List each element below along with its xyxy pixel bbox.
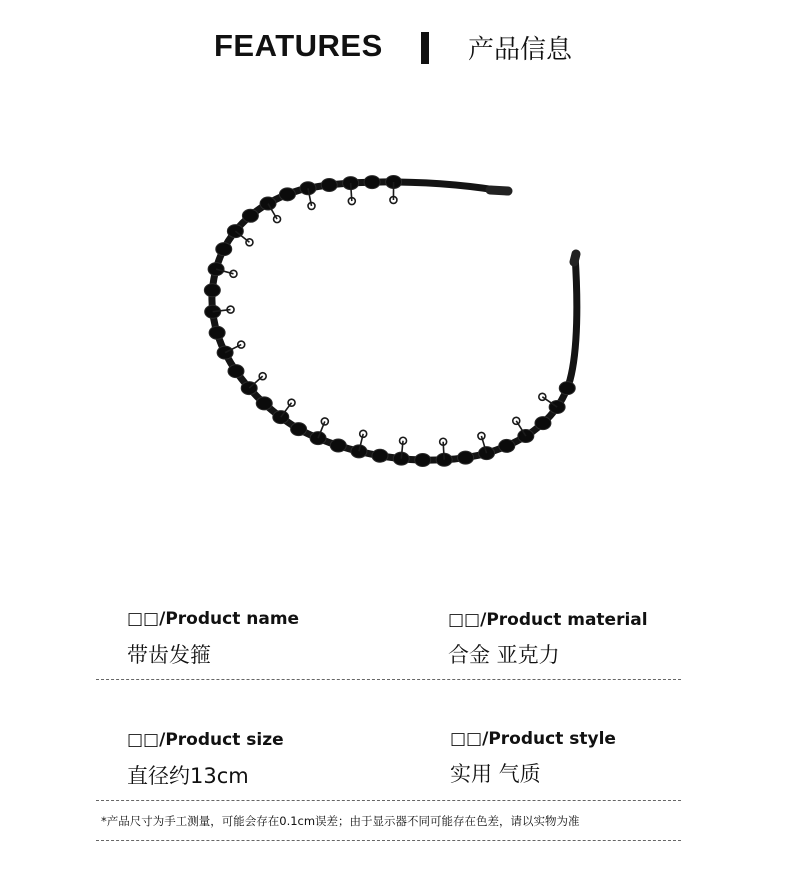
- teeth-group: [213, 182, 557, 460]
- bead: [535, 417, 551, 430]
- product-name-label: □□/Product name: [127, 609, 300, 629]
- bead: [310, 432, 326, 445]
- divider-bottom: [96, 840, 681, 841]
- product-style-label: □□/Product style: [450, 729, 616, 749]
- product-size-label: □□/Product size: [127, 730, 284, 750]
- headband-band: [212, 182, 577, 460]
- divider-middle: [96, 800, 681, 801]
- bead: [228, 365, 244, 378]
- product-name-value: 带齿发箍: [127, 643, 211, 667]
- tooth-loop: [539, 393, 546, 400]
- bead: [256, 397, 272, 410]
- bead: [372, 449, 388, 462]
- product-material-value: 合金 亚克力: [448, 643, 560, 667]
- footnote: *产品尺寸为手工测量，可能会存在0.1cm误差；由于显示器不同可能存在色差，请以实物为准: [101, 814, 580, 828]
- headband-tip-right: [574, 254, 576, 262]
- tooth-loop: [288, 399, 295, 406]
- product-image: [190, 150, 600, 500]
- features-title: FEATURES: [214, 28, 383, 63]
- bead: [242, 209, 258, 222]
- headband-tip-left: [490, 190, 508, 191]
- product-material-label: □□/Product material: [448, 610, 648, 630]
- bead: [499, 439, 515, 452]
- bead: [291, 423, 307, 436]
- title-separator: [421, 32, 429, 64]
- bead: [204, 284, 220, 297]
- bead: [217, 346, 233, 359]
- product-size-value: 直径约13cm: [127, 764, 249, 788]
- tooth-loop: [259, 373, 266, 380]
- bead: [415, 454, 431, 467]
- bead: [216, 243, 232, 256]
- page-header: [0, 22, 790, 72]
- bead: [458, 451, 474, 464]
- bead: [364, 176, 380, 189]
- bead: [279, 188, 295, 201]
- bead: [559, 382, 575, 395]
- bead: [330, 439, 346, 452]
- divider-top: [96, 679, 681, 680]
- tooth-loop: [246, 239, 253, 246]
- bead: [260, 197, 276, 210]
- product-style-value: 实用 气质: [450, 762, 541, 786]
- bead: [208, 263, 224, 276]
- bead: [321, 179, 337, 192]
- product-info-title: 产品信息: [468, 35, 573, 65]
- bead: [209, 326, 225, 339]
